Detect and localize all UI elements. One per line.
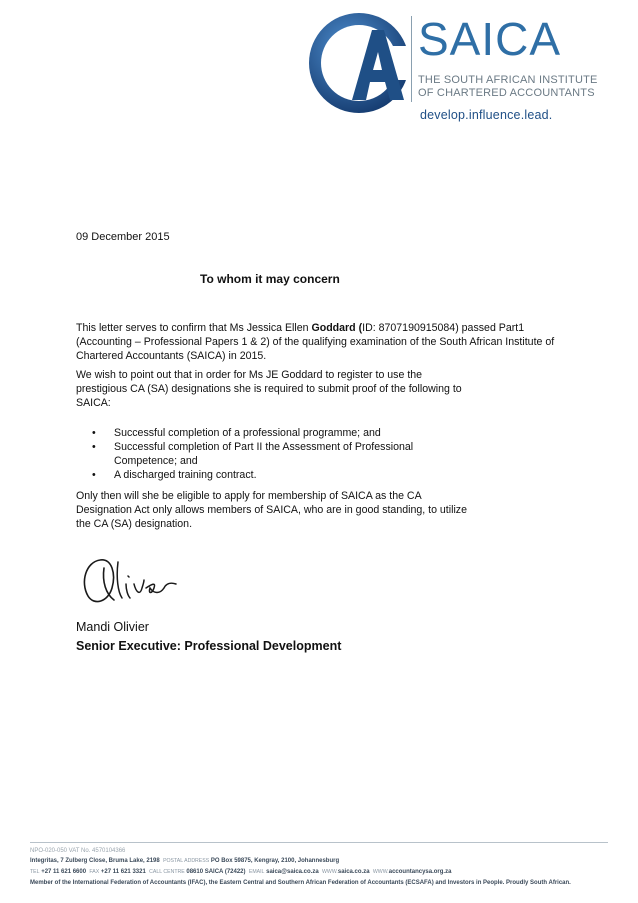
list-item: • Successful completion of Part II the Assessment of Professional Competence; and [92,440,452,468]
p1-bold-surname: Goddard ( [311,322,363,334]
signatory-title: Senior Executive: Professional Development [76,639,342,653]
brand-subtitle-line1: THE SOUTH AFRICAN INSTITUTE [418,74,598,86]
p1-pre: This letter serves to confirm that Ms Jessica Ellen [76,322,312,334]
brand-subtitle-line2: OF CHARTERED ACCOUNTANTS [418,87,595,99]
footer-divider [30,842,608,843]
footer-tel: +27 11 621 6600 [41,869,87,875]
footer-call: 08610 SAICA (72422) [186,869,246,875]
brand-divider [411,16,412,102]
footer-www-label-2: WWW. [372,869,389,875]
footer-postal-label: POSTAL ADDRESS [163,858,210,864]
signatory-name: Mandi Olivier [76,620,149,634]
footer-address: Integritas, 7 Zulberg Close, Bruma Lake, 2198 [30,858,160,864]
footer-address-line [30,857,339,865]
footer-call-label: CALL CENTRE [149,869,185,875]
paragraph-confirmation [76,321,556,363]
footer-fax: +27 11 621 3321 [100,869,146,875]
paragraph-eligibility: Only then will she be eligible to apply for membership of SAICA as the CA Designation Act only allows members of SAICA, who are in good standing, to utilize the CA (SA) designation. [76,490,467,530]
letter-heading: To whom it may concern [200,272,340,286]
brand-name: SAICA [418,13,562,65]
footer-email-label: EMAIL [248,869,265,875]
letter-date: 09 December 2015 [76,231,170,243]
list-item: • A discharged training contract. [92,468,452,482]
footer-contact-line [30,868,451,876]
requirements-list [92,426,452,482]
p1-post: ID: 8707190915084) passed Part1 (Accounting – Professional Papers 1 & 2) of the qualifying examination of the South African Institute of Chartered Accountants (SAICA) in 2015. [76,322,555,362]
footer-postal: PO Box 59875, Kengray, 2100, Johannesburg [210,858,340,864]
handwritten-signature [78,548,198,608]
footer-membership: Member of the International Federation of Accountants (IFAC), the Eastern Central and Southern African Federation of Accountants (ECSAFA) and Investors in People. Proudly South African. [30,880,571,886]
footer-www1: saica.co.za [337,869,370,875]
footer-registration: NPO-020-050 VAT No. 4570104366 [30,848,126,854]
footer-fax-label: FAX [89,869,100,875]
brand-tagline: develop.influence.lead. [420,108,553,122]
brand-subtitle [418,74,598,100]
footer-www-label: WWW. [322,869,338,875]
footer-tel-label: TEL [30,869,40,875]
paragraph-requirements-intro: We wish to point out that in order for Ms JE Goddard to register to use the prestigious CA (SA) designations she is required to submit proof of the following to SAICA: [76,369,462,409]
footer-email: saica@saica.co.za [266,869,319,875]
list-item: • Successful completion of a professional programme; and [92,426,452,440]
footer-www2: accountancysa.org.za [388,869,452,875]
